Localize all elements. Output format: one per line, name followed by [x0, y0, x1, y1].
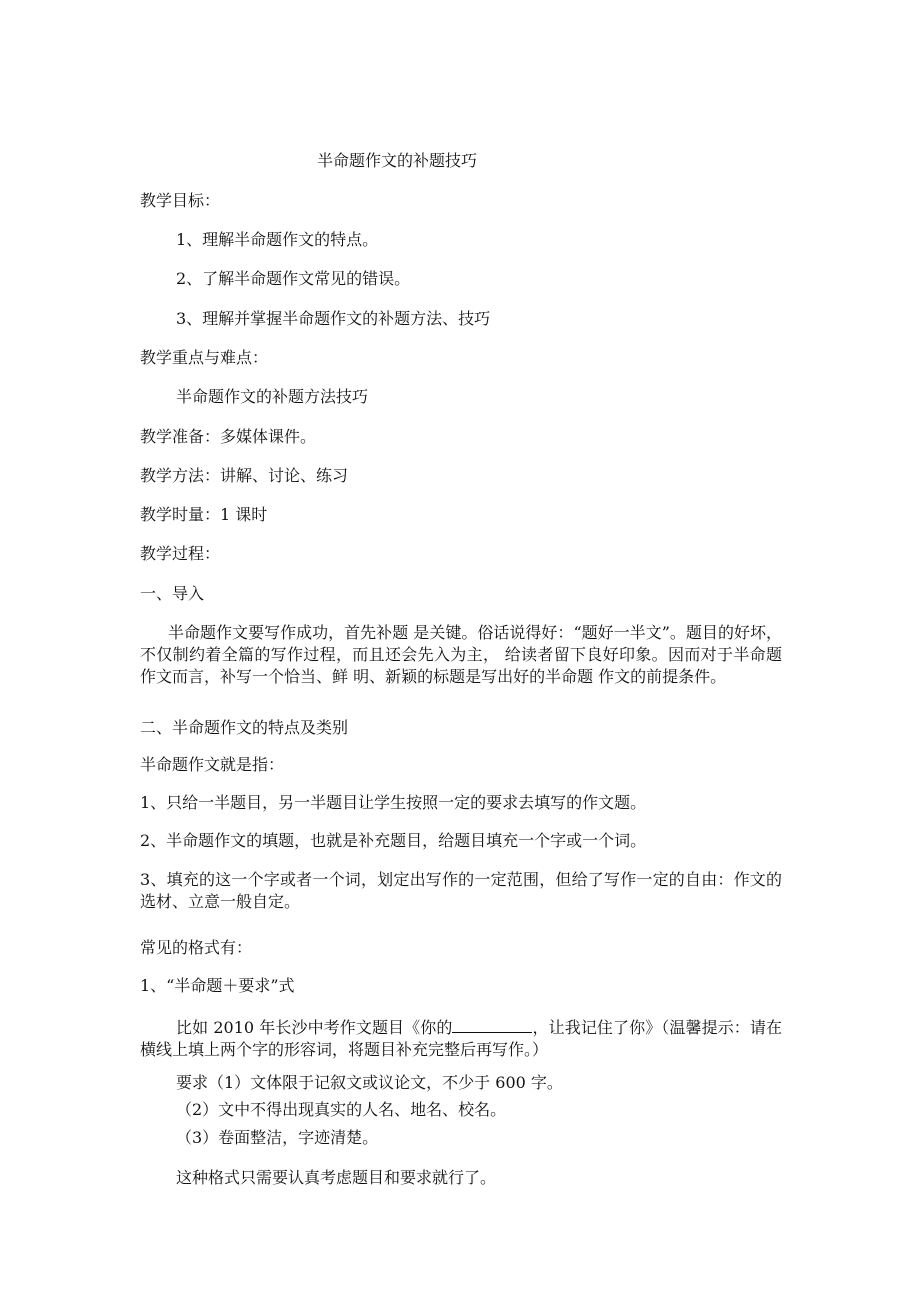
definition-heading: 半命题作文就是指： [140, 755, 285, 774]
requirement-item: 要求（1）文体限于记叙文或议论文，不少于 600 字。 [176, 1073, 563, 1092]
duration-line: 教学时量：1 课时 [140, 505, 268, 524]
example-paragraph [140, 1016, 782, 1061]
section-heading: 一、导入 [140, 584, 205, 603]
requirement-item: （2）文中不得出现真实的人名、地名、校名。 [176, 1100, 507, 1119]
formats-heading: 常见的格式有： [140, 938, 253, 957]
example-text-start: 比如 2010 年长沙中考作文题目《你的 [176, 1018, 453, 1037]
definition-item: 1、只给一半题目，另一半题目让学生按照一定的要求去填写的作文题。 [140, 793, 647, 812]
goal-item: 1、理解半命题作文的特点。 [176, 230, 379, 249]
preparation-line: 教学准备：多媒体课件。 [140, 427, 317, 446]
process-heading: 教学过程： [140, 544, 221, 563]
format-heading: 1、“半命题＋要求”式 [140, 976, 295, 995]
fill-in-blank [452, 1016, 532, 1033]
focus-text: 半命题作文的补题方法技巧 [176, 387, 369, 406]
conclusion-line: 这种格式只需要认真考虑题目和要求就行了。 [176, 1168, 497, 1187]
definition-item: 3、填充的这一个字或者一个词，划定出写作的一定范围，但给了写作一定的自由：作文的选材、立意一般自定。 [140, 870, 782, 911]
goal-item: 3、理解并掌握半命题作文的补题方法、技巧 [176, 309, 491, 328]
goal-item: 2、了解半命题作文常见的错误。 [176, 269, 411, 288]
example-text-end: ，让我记住了你》（温馨提示：请在横线上填上两个字的形容词，将题目补充完整后再写作。） [140, 1018, 782, 1059]
document-title: 半命题作文的补题技巧 [317, 151, 478, 170]
method-line: 教学方法：讲解、讨论、练习 [140, 466, 349, 485]
focus-heading: 教学重点与难点： [140, 348, 269, 367]
goals-heading: 教学目标： [140, 191, 221, 210]
section-heading: 二、半命题作文的特点及类别 [140, 718, 349, 737]
requirement-item: （3）卷面整洁，字迹清楚。 [176, 1128, 379, 1147]
definition-item: 2、半命题作文的填题，也就是补充题目，给题目填充一个字或一个词。 [140, 831, 647, 850]
intro-paragraph: 半命题作文要写作成功，首先补题 是关键。俗话说得好：“题好一半文”。题目的好坏，不仅制约着全篇的写作过程，而且还会先入为主， 给读者留下良好印象。因而对于半命题作文而言，补写一个恰当、鲜 明、新颖的标题是写出好的半命题 作文的前提条件。 [140, 623, 782, 686]
